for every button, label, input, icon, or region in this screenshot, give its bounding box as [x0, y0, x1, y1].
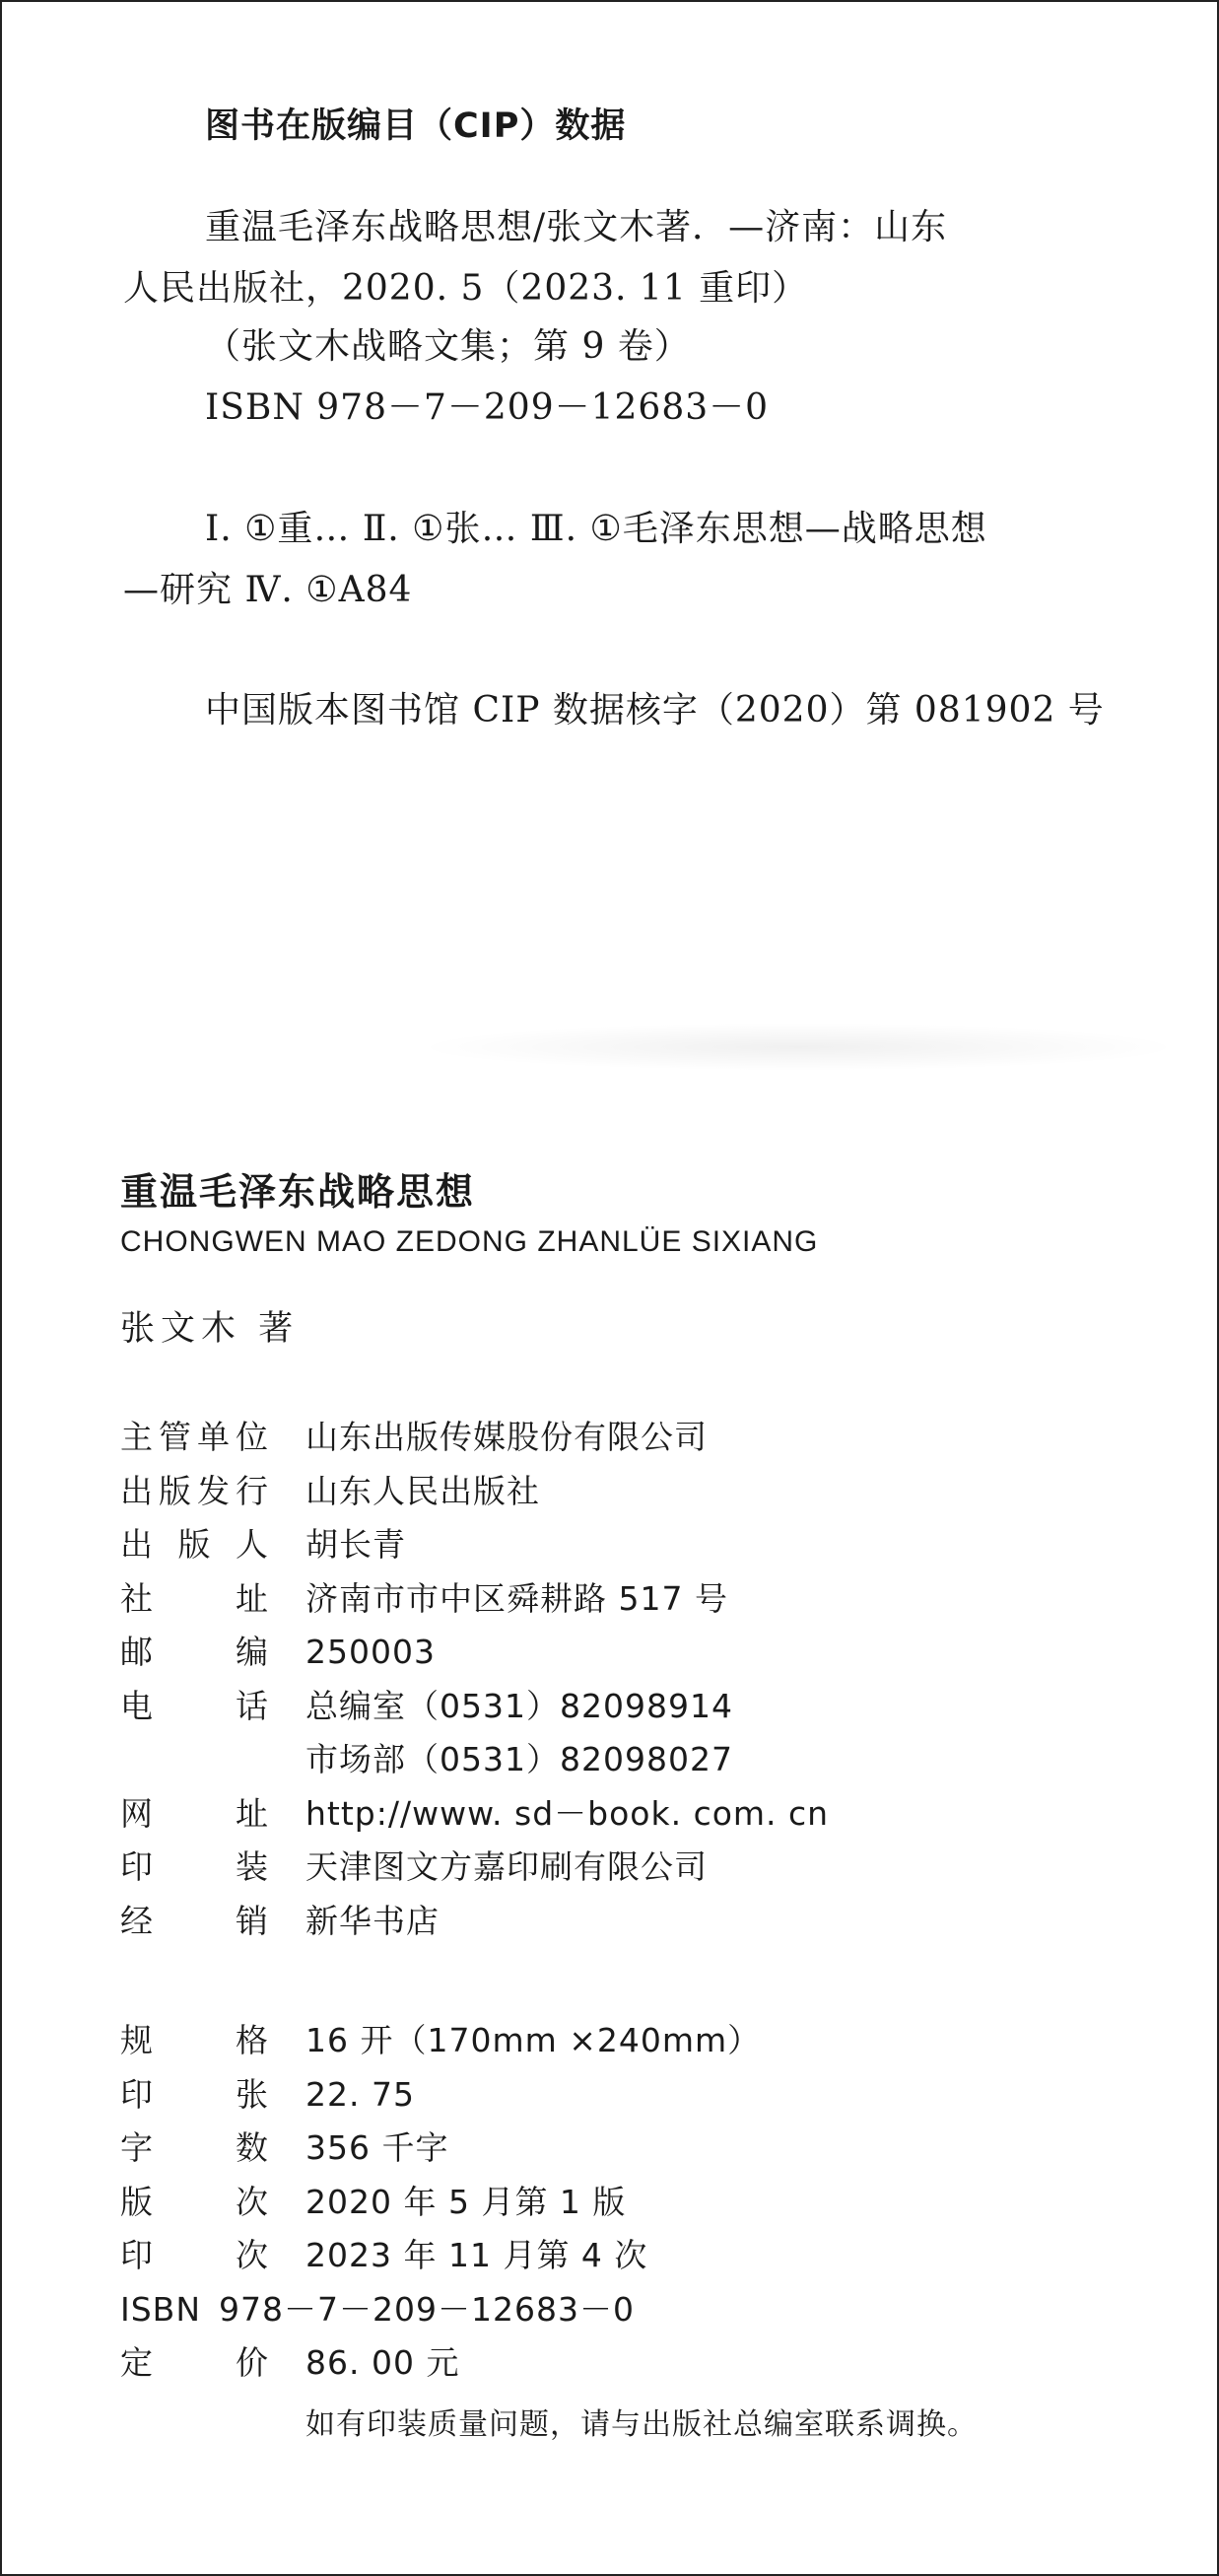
info-label-char: 出 — [120, 1471, 153, 1510]
info-value: 山东出版传媒股份有限公司 — [305, 1418, 708, 1456]
info-value: 250003 — [305, 1633, 436, 1671]
info-label-char: 销 — [236, 1901, 268, 1940]
info-label-char: 电 — [120, 1686, 153, 1725]
info-label-char: 位 — [236, 1418, 268, 1456]
cip-line-classification: Ⅰ. ①重… Ⅱ. ①张… Ⅲ. ①毛泽东思想—战略思想 — [205, 509, 987, 549]
info-value: 978－7－209－12683－0 — [219, 2289, 635, 2329]
info-label-char: 次 — [236, 2236, 268, 2274]
info-value: 2020 年 5 月第 1 版 — [305, 2182, 627, 2221]
cip-line-classification-cont: —研究 Ⅳ. ①A84 — [123, 570, 413, 610]
info-label — [120, 2179, 268, 2226]
info-label-char: 印 — [120, 1847, 153, 1886]
info-label-char: 版 — [177, 1525, 211, 1564]
info-label-char: 址 — [236, 1578, 268, 1618]
info-label — [120, 2124, 268, 2172]
info-label — [120, 1575, 268, 1623]
info-label-char: 价 — [236, 2343, 268, 2382]
info-label — [120, 2017, 268, 2064]
info-label-char: 数 — [236, 2128, 268, 2167]
info-label-char: 人 — [236, 1525, 268, 1564]
info-label — [120, 1629, 268, 1676]
info-label: ISBN — [120, 2289, 202, 2329]
info-label — [120, 1468, 268, 1515]
info-label-char: 张 — [236, 2074, 268, 2114]
cip-heading: 图书在版编目（CIP）数据 — [205, 106, 627, 146]
info-label-char: 网 — [120, 1793, 153, 1833]
scan-smudge — [414, 1023, 1183, 1071]
info-label-char: 字 — [120, 2128, 153, 2167]
info-value: 山东人民出版社 — [305, 1471, 540, 1510]
info-label — [120, 1898, 268, 1945]
info-value: http://www. sd－book. com. cn — [305, 1793, 830, 1833]
info-label-char: 出 — [120, 1525, 153, 1564]
info-label — [120, 1521, 268, 1568]
info-label-char: 经 — [120, 1901, 153, 1940]
book-title: 重温毛泽东战略思想 — [120, 1170, 476, 1214]
info-value: 济南市市中区舜耕路 517 号 — [305, 1578, 728, 1618]
info-label-char: 版 — [159, 1471, 191, 1510]
info-label-char: 管 — [159, 1418, 191, 1456]
info-label — [120, 2232, 268, 2279]
info-label-char: 印 — [120, 2236, 153, 2274]
info-label — [120, 1790, 268, 1838]
info-label — [120, 1414, 268, 1461]
info-label-char: 社 — [120, 1578, 153, 1618]
quality-notice: 如有印装质量问题，请与出版社总编室联系调换。 — [305, 2407, 978, 2442]
book-author: 张文木 著 — [120, 1309, 300, 1349]
info-value: 新华书店 — [305, 1901, 440, 1940]
cip-line-record-number: 中国版本图书馆 CIP 数据核字（2020）第 081902 号 — [205, 690, 1105, 731]
info-label-char: 定 — [120, 2343, 153, 2382]
info-value: 胡长青 — [305, 1525, 406, 1564]
cip-line-series: （张文木战略文集；第 9 卷） — [205, 326, 691, 367]
info-label-char: 话 — [236, 1686, 268, 1725]
info-label-char: 址 — [236, 1793, 268, 1833]
info-value: 市场部（0531）82098027 — [305, 1740, 733, 1778]
info-label-char: 装 — [236, 1847, 268, 1886]
info-value: 86. 00 元 — [305, 2343, 460, 2382]
info-value: 22. 75 — [305, 2074, 415, 2114]
info-label-char: 行 — [236, 1471, 268, 1510]
info-label-char: 格 — [236, 2021, 268, 2059]
info-label — [120, 2071, 268, 2119]
info-label-char: 次 — [236, 2182, 268, 2221]
info-label-char: 单 — [197, 1418, 230, 1456]
info-label — [120, 1844, 268, 1891]
info-label-char: 邮 — [120, 1633, 153, 1671]
info-label-char: 印 — [120, 2074, 153, 2114]
info-value: 356 千字 — [305, 2128, 449, 2167]
info-value: 16 开（170mm ×240mm） — [305, 2021, 762, 2059]
info-label-char: 版 — [120, 2182, 153, 2221]
info-label-char: 编 — [236, 1633, 268, 1671]
info-value: 天津图文方嘉印刷有限公司 — [305, 1847, 708, 1886]
info-label — [120, 2339, 268, 2387]
info-value: 总编室（0531）82098914 — [305, 1686, 733, 1725]
cip-line-publisher: 人民出版社，2020. 5（2023. 11 重印） — [123, 268, 809, 309]
cip-line-isbn: ISBN 978－7－209－12683－0 — [205, 387, 770, 428]
info-value: 2023 年 11 月第 4 次 — [305, 2236, 648, 2274]
info-label-char: 主 — [120, 1418, 153, 1456]
cip-line-title: 重温毛泽东战略思想/张文木著．—济南：山东 — [205, 207, 948, 247]
info-label-char: 规 — [120, 2021, 153, 2059]
book-title-pinyin: CHONGWEN MAO ZEDONG ZHANLÜE SIXIANG — [120, 1225, 819, 1258]
info-label-char: 发 — [197, 1471, 230, 1510]
info-label — [120, 1683, 268, 1730]
